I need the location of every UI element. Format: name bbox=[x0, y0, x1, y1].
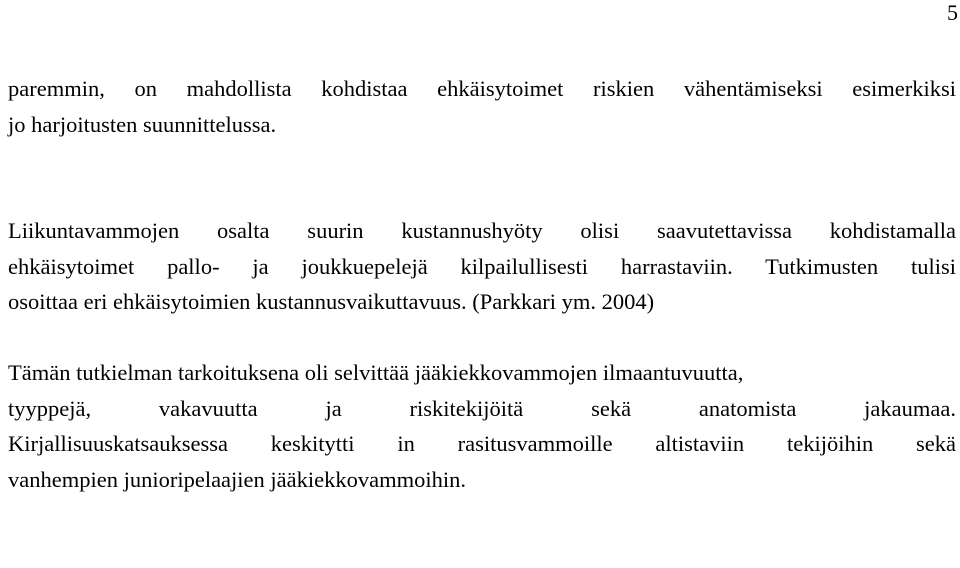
page-number: 5 bbox=[947, 0, 958, 25]
text-line: Liikuntavammojen osalta suurin kustannushyöty olisi saavutettavissa kohdistamalla bbox=[8, 218, 956, 243]
text-line: tyyppejä, vakavuutta ja riskitekijöitä sekä anatomista jakaumaa. bbox=[8, 395, 956, 421]
paragraph-cost-benefit bbox=[8, 213, 956, 320]
text-line: vanhempien junioripelaajien jääkiekkovammoihin. bbox=[8, 466, 466, 492]
text-line: paremmin, on mahdollista kohdistaa ehkäisytoimet riskien vähentämiseksi esimerkiksi bbox=[8, 76, 956, 101]
paragraph-study-aim bbox=[8, 355, 956, 497]
text-line: ehkäisytoimet pallo- ja joukkuepelejä kilpailullisesti harrastaviin. Tutkimusten tulisi bbox=[8, 253, 956, 279]
document-body bbox=[8, 71, 956, 497]
text-line: Tämän tutkielman tarkoituksena oli selvittää jääkiekkovammojen ilmaantuvuutta, bbox=[8, 360, 744, 385]
text-line: osoittaa eri ehkäisytoimien kustannusvaikuttavuus. (Parkkari ym. 2004) bbox=[8, 289, 655, 314]
paragraph-prevention-planning bbox=[8, 71, 956, 142]
text-line: jo harjoitusten suunnittelussa. bbox=[8, 111, 277, 137]
text-line: Kirjallisuuskatsauksessa keskitytti in rasitusvammoille altistaviin tekijöihin sekä bbox=[8, 431, 956, 456]
